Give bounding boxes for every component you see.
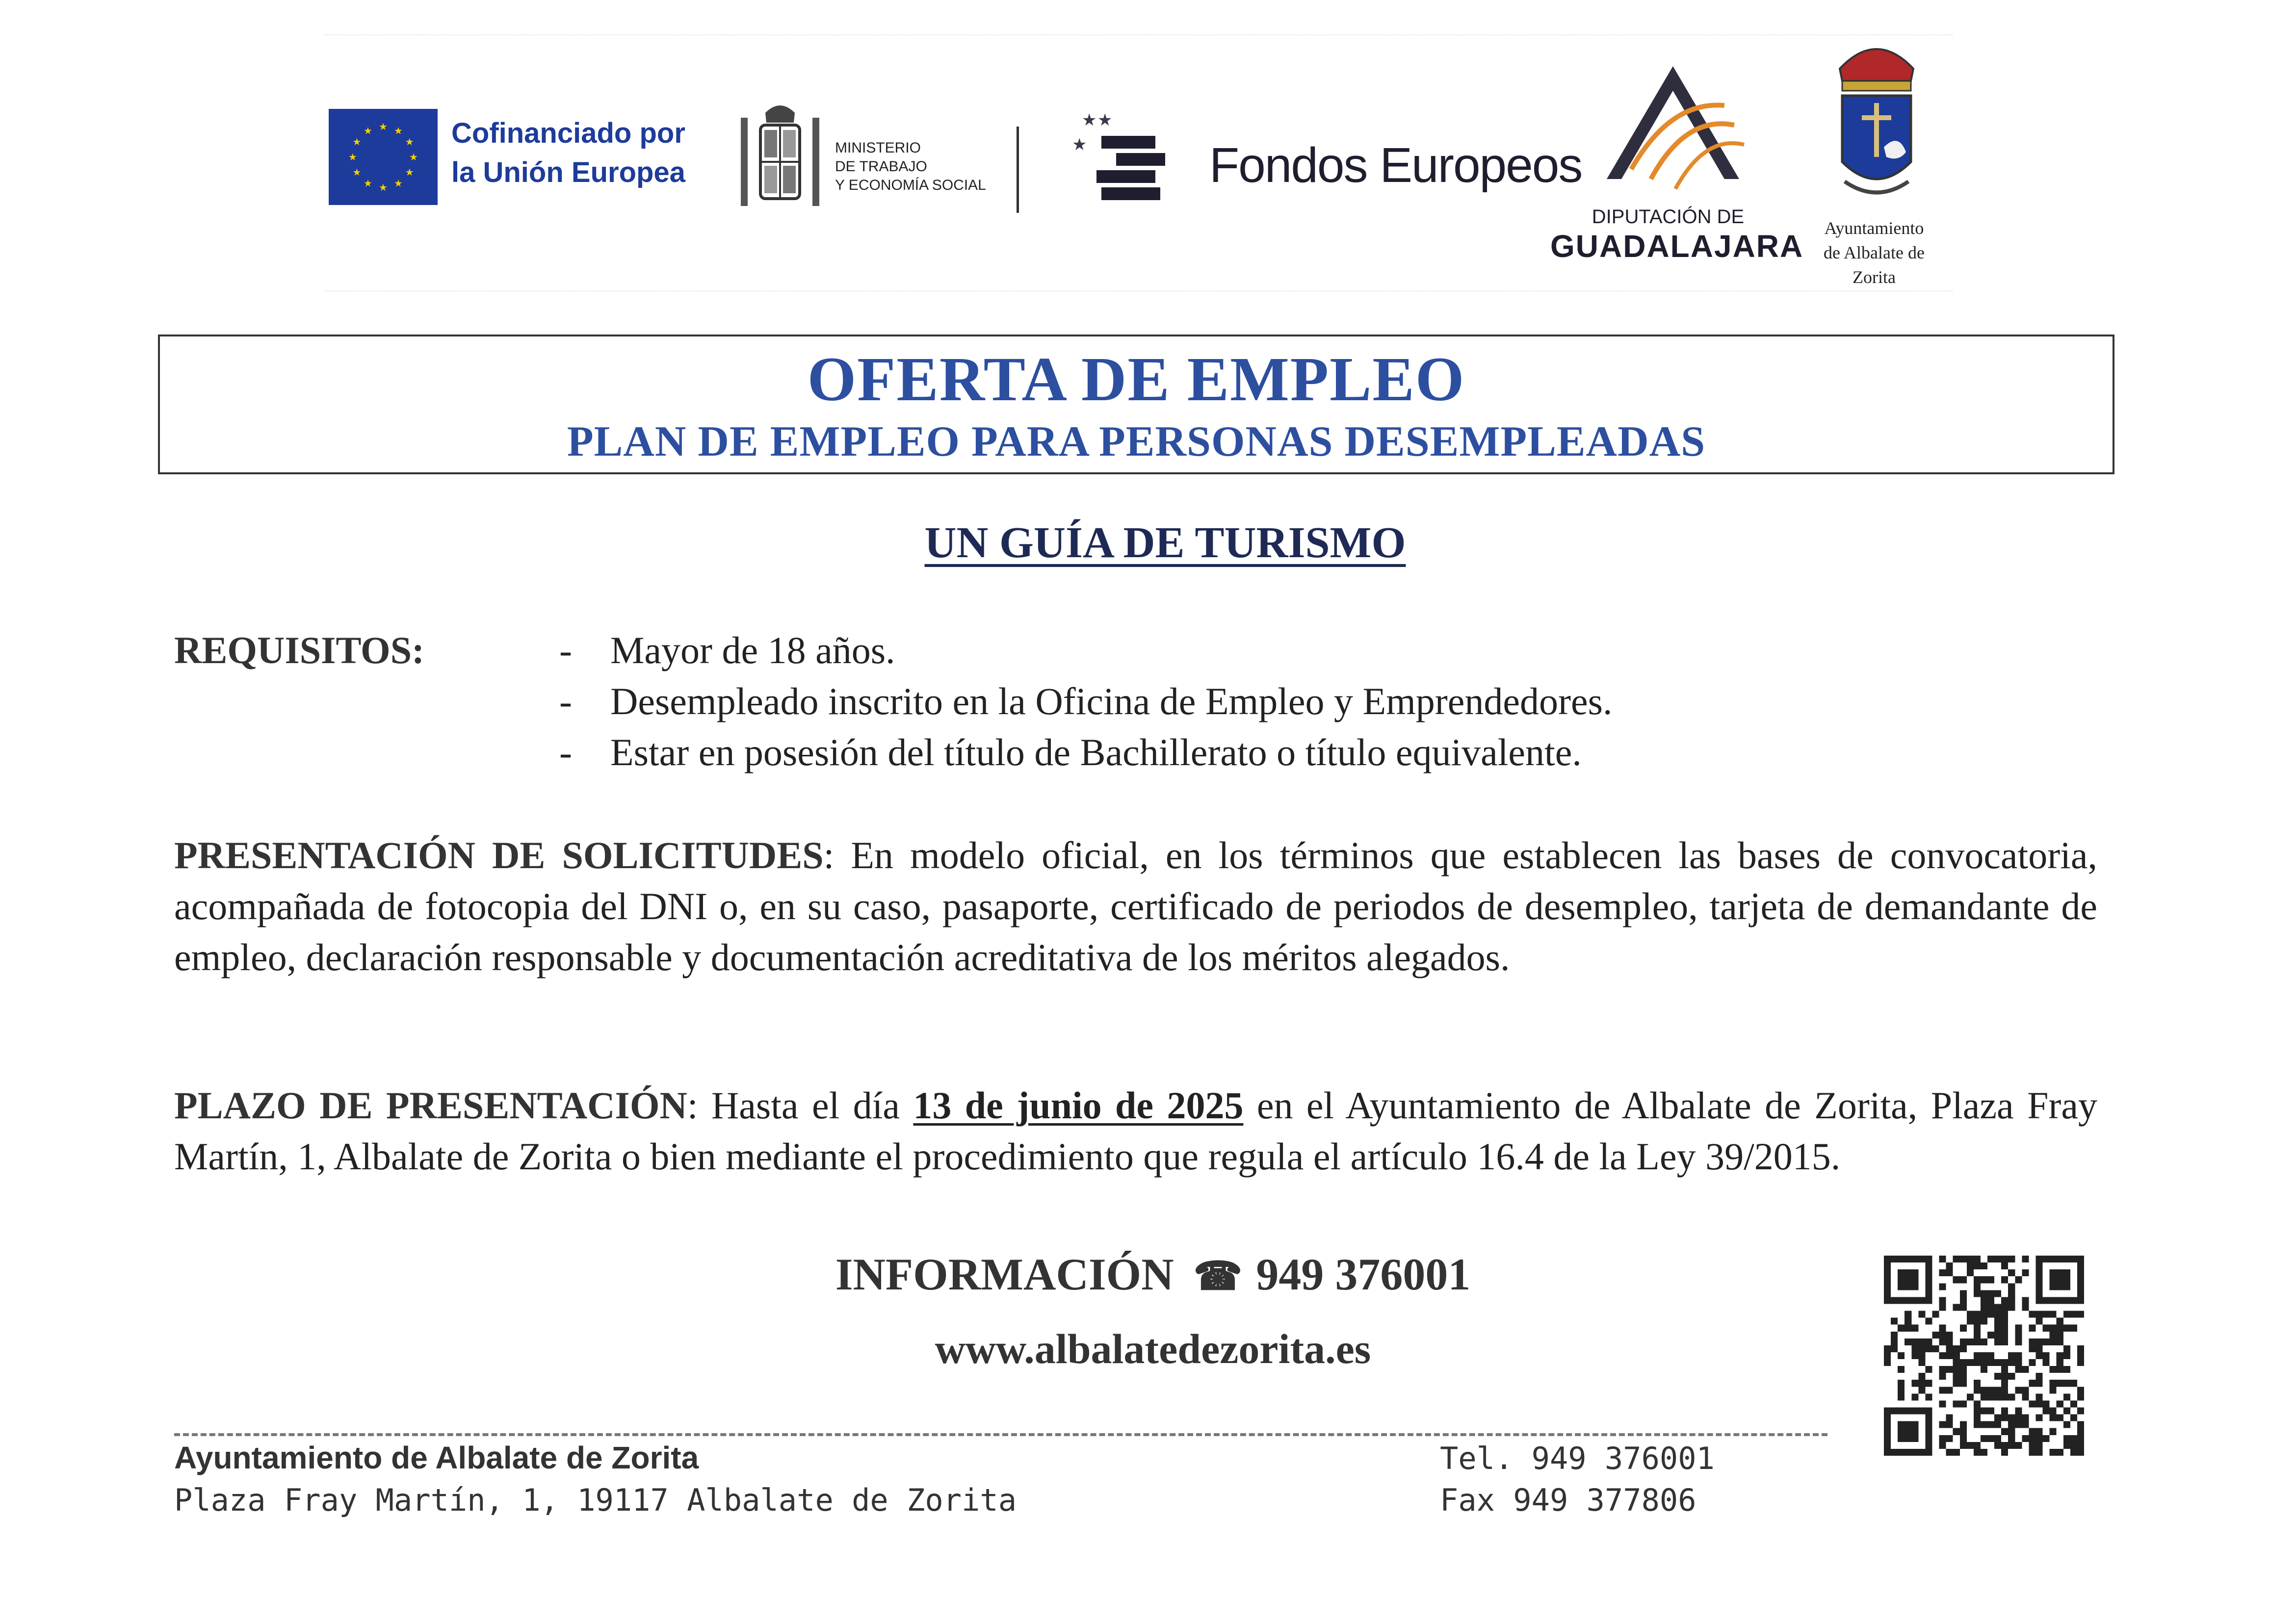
page-title: OFERTA DE EMPLEO: [807, 344, 1465, 414]
diputacion-guadalajara-icon: [1597, 61, 1749, 208]
website-link[interactable]: www.albalatedezorita.es: [935, 1325, 1371, 1372]
info-phone: 949 376001: [1256, 1249, 1471, 1299]
logo-divider: [1017, 127, 1019, 213]
eu-star-icon: ★: [352, 136, 362, 148]
eu-flag-icon: [329, 109, 438, 205]
requirement-text: Estar en posesión del título de Bachillerato o título equivalente.: [610, 731, 1582, 773]
requirements-label: REQUISITOS:: [174, 629, 425, 671]
footer-divider: [174, 1433, 1827, 1436]
footer-fax: Fax 949 377806: [1440, 1482, 1696, 1518]
requirement-item: - Desempleado inscrito en la Oficina de Empleo y Emprendedores.: [559, 680, 1613, 722]
svg-text:★: ★: [1072, 135, 1087, 154]
fondos-europeos-text: Fondos Europeos: [1209, 138, 1582, 193]
svg-text:★: ★: [1097, 110, 1113, 130]
eu-cofinanced-text: [451, 114, 697, 192]
info-label: INFORMACIÓN: [835, 1249, 1174, 1299]
eu-star-icon: ★: [394, 125, 403, 137]
ayuntamiento-crest-icon: [1825, 34, 1928, 211]
footer-tel: Tel. 949 376001: [1440, 1441, 1715, 1476]
eu-star-icon: ★: [394, 177, 403, 189]
requirement-item: - Mayor de 18 años.: [559, 629, 895, 671]
eu-star-icon: ★: [364, 125, 372, 137]
svg-text:★: ★: [1082, 110, 1097, 130]
requirement-text: Mayor de 18 años.: [610, 629, 895, 671]
requirement-text: Desempleado inscrito en la Oficina de Empleo y Emprendedores.: [610, 680, 1613, 722]
eu-line-2: la Unión Europea: [451, 156, 685, 188]
footer-address: Plaza Fray Martín, 1, 19117 Albalate de Zorita: [174, 1482, 1017, 1518]
job-title: [687, 517, 1644, 568]
eu-star-icon: ★: [364, 177, 372, 189]
diputacion-line-1: DIPUTACIÓN DE: [1592, 206, 1745, 228]
ayuntamiento-line-2: de Albalate de: [1824, 243, 1925, 262]
ministry-text: [835, 139, 1012, 195]
deadline-paragraph: [174, 1080, 2097, 1182]
applications-text: : En modelo oficial, en los términos que establecen las bases de convocatoria, acompañada de fotocopia del DNI o, en su caso, pasaporte, certificado de periodos de desempleo, tarjeta de demandante de empleo, declaración responsable y documentación acreditativa de los méritos alegados.: [174, 834, 2097, 978]
fondos-europeos-icon: [1072, 109, 1165, 212]
deadline-label: PLAZO DE PRESENTACIÓN: [174, 1084, 687, 1127]
eu-star-icon: ★: [379, 121, 388, 132]
ayuntamiento-logo-text: [1796, 216, 1953, 289]
eu-star-icon: ★: [379, 181, 388, 193]
applications-label: PRESENTACIÓN DE SOLICITUDES: [174, 834, 824, 876]
diputacion-line-2: GUADALAJARA: [1550, 229, 1804, 264]
ministry-line-3: Y ECONOMÍA SOCIAL: [835, 177, 986, 193]
ministry-line-1: MINISTERIO: [835, 140, 921, 156]
deadline-text-before: : Hasta el día: [687, 1084, 913, 1127]
footer-organization: Ayuntamiento de Albalate de Zorita: [174, 1440, 699, 1475]
eu-star-icon: ★: [405, 166, 414, 178]
page-subtitle: PLAN DE EMPLEO PARA PERSONAS DESEMPLEADAS: [567, 418, 1706, 465]
eu-star-icon: ★: [405, 136, 414, 148]
deadline-text-after: en el Ayuntamiento de Albalate de Zorita, Plaza Fray Martín, 1, Albalate de Zorita o bien mediante el procedimiento que regula el artículo 16.4 de la Ley 39/2015.: [174, 1084, 2098, 1178]
eu-star-icon: ★: [409, 151, 418, 163]
info-line: [736, 1248, 1570, 1300]
eu-line-1: Cofinanciado por: [451, 117, 685, 149]
phone-icon: ☎: [1193, 1255, 1243, 1298]
ministry-line-2: DE TRABAJO: [835, 158, 927, 175]
spain-coat-of-arms-icon: [736, 98, 824, 216]
requirement-item: - Estar en posesión del título de Bachillerato o título equivalente.: [559, 731, 1582, 773]
deadline-date: 13 de junio de 2025: [913, 1084, 1244, 1127]
eu-star-icon: ★: [352, 166, 362, 178]
ayuntamiento-line-3: Zorita: [1852, 267, 1896, 287]
applications-paragraph: [174, 830, 2097, 983]
eu-star-icon: ★: [348, 151, 357, 163]
job-title-text: UN GUÍA DE TURISMO: [924, 518, 1406, 567]
qr-code-icon[interactable]: [1884, 1256, 2084, 1456]
ayuntamiento-line-1: Ayuntamiento: [1824, 218, 1924, 238]
